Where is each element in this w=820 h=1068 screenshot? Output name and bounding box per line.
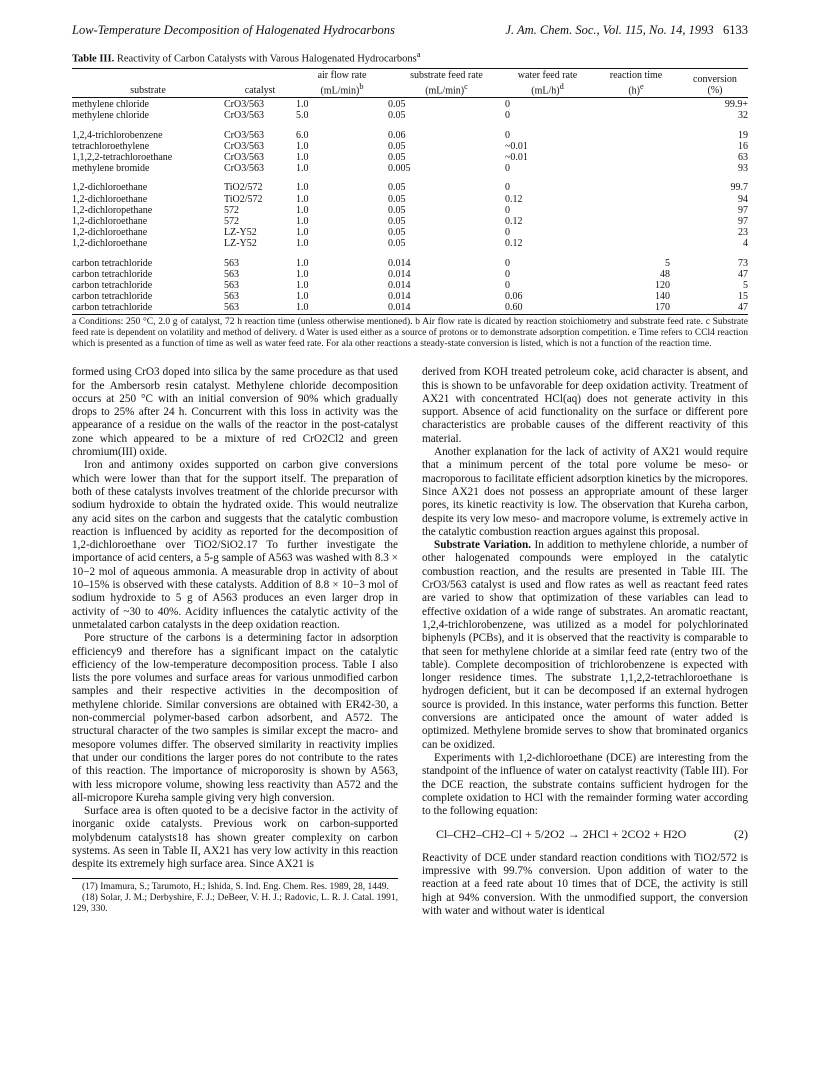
table-cell: 15: [738, 291, 748, 303]
table-cell: 1,2-dichloropethane: [72, 204, 153, 216]
page-number: 6133: [723, 23, 748, 37]
paragraph: formed using CrO3 doped into silica by the same procedure as that used for the Ambersorb resin catalyst. Methylene chloride decomposition occurs at 250 °C with an initial conversion of 90% which gradually drops to 25% after 24 h. Concurrent with this loss in activity was the appearance of a residue on the walls of the reactor in the post-catalyst zone which appeared to be a mixture of red CrO2Cl2 and green chromium(III) oxide.: [72, 366, 398, 459]
table-row: [72, 280, 748, 291]
table-cell: 1.0: [296, 257, 309, 269]
table-cell: 97: [738, 204, 748, 216]
table-row: [72, 194, 748, 205]
table-cell: 63: [738, 152, 748, 164]
table-cell: 1,2-dichloroethane: [72, 238, 148, 250]
table-cell: 48: [660, 268, 670, 280]
table-cell: 1.0: [296, 280, 309, 292]
table-row: [72, 216, 748, 227]
table-footnote: a Conditions: 250 °C, 2.0 g of catalyst, 72 h reaction time (unless otherwise mentioned). b Air flow rate is dicated by reaction stoichiometry and substrate feed rate. c Substrate feed rate is dependent on volatility and method of delivery. d Water is used either as a source of protons or to demonstrate adsorption competition. e Time refers to CCl4 reaction which is presented as a function of time as well as water feed rate. For ala other reactions a steady-state conversion is listed, which is not a function of the reaction time.: [72, 316, 748, 350]
table-cell: [590, 110, 682, 121]
table-cell: 73: [738, 257, 748, 269]
table-cell: LZ-Y52: [224, 227, 257, 239]
table-row: [72, 269, 748, 280]
table-cell: 0.05: [388, 140, 406, 152]
table-cell: 1.0: [296, 193, 309, 205]
paragraph: Iron and antimony oxides supported on carbon give conversions which were lower than that for the support itself. The preparation of both of these catalysts involves treatment of the chloride precursor with sodium hydroxide to obtain the hydrated oxide. This would neutralize any acid sites on the carbon and suggests that the catalytic combustion reaction is influenced by acidity as reported for the decomposition of 1,2-dichloroethane over TiO2/SiO2.17 To further investigate the importance of acid centers, a 5-g sample of A563 was washed with 8.3 × 10−2 mol of aqueous ammonia. A measurable drop in activity of about 10–15% is observed with these catalysts. Addition of 8.8 × 10−3 mol of sodium hydroxide to 5 g of A563 produces an even larger drop in activity of ~30 to 40%. Acidity influences the catalytic activity of the unmetalated carbon catalysts in the deep oxidation reaction.: [72, 459, 398, 631]
table-row: [72, 291, 748, 302]
table-cell: [590, 122, 682, 141]
table-cell: 0.005: [388, 163, 411, 175]
table-row: [72, 174, 748, 193]
table-cell: 0.05: [388, 193, 406, 205]
table-cell: 0: [505, 280, 510, 292]
table-cell: 0: [505, 110, 510, 122]
table-row: [72, 205, 748, 216]
table-cell: 0.014: [388, 291, 411, 303]
table-cell: 1,2-dichloroethane: [72, 182, 148, 194]
table-cell: 1,1,2,2-tetrachloroethane: [72, 152, 173, 164]
section-heading: Substrate Variation.: [434, 539, 532, 552]
table-cell: 0.014: [388, 280, 411, 292]
column-header: catalyst: [224, 68, 296, 98]
table-cell: [590, 194, 682, 205]
table-cell: 0.12: [505, 216, 523, 228]
table-cell: 0.60: [505, 302, 523, 314]
table-cell: 0.06: [505, 291, 523, 303]
table-cell: 170: [655, 302, 670, 314]
table-cell: 1.0: [296, 140, 309, 152]
table-row: [72, 122, 748, 141]
table-cell: 47: [738, 302, 748, 314]
table-cell: 120: [655, 280, 670, 292]
table-cell: 1.0: [296, 302, 309, 314]
table-cell: 0.014: [388, 302, 411, 314]
table-cell: TiO2/572: [224, 193, 263, 205]
table-row: [72, 141, 748, 152]
table-cell: 16: [738, 140, 748, 152]
table-cell: LZ-Y52: [224, 238, 257, 250]
table-cell: CrO3/563: [224, 99, 264, 111]
body-columns: [72, 366, 748, 918]
table-cell: 93: [738, 163, 748, 175]
table-cell: 94: [738, 193, 748, 205]
table-cell: 0: [505, 182, 510, 194]
table-cell: 0.05: [388, 110, 406, 122]
paragraph: Another explanation for the lack of activity of AX21 would require that a minimum percent of the total pore volume be meso- or macroporous to facilitate efficient adsorption kinetics by the micropores. Since AX21 does not possess an appropriate amount of these larger pores, its kinetic reactivity is low. The observation that Kureha carbon, despite its very low meso- and macropore volume, is extremely active in the catalytic combustion reaction argues against this proposal.: [422, 446, 748, 538]
table-cell: [590, 227, 682, 238]
table-cell: 572: [224, 204, 239, 216]
table-cell: carbon tetrachloride: [72, 257, 153, 269]
paragraph: Pore structure of the carbons is a determining factor in adsorption efficiency9 and therefore has a significant impact on the catalytic efficiency of the low-temperature decomposition process. Table I also lists the pore volumes and surface areas for various unmodified carbon samples and their respective activities in the decomposition of methylene chloride. Similar conversions are obtained with ER42-30, a non-commercial polymer-based carbon adsorbent, and A572. The structural character of the two samples is similar except the macro- and mesopore volumes differ. The observed similarity in reactivity implies that under our conditions the larger pores do not contribute to the rates of this reaction. The importance of microporosity is shown by A563, with less micropore volume, showing less reactivity than A572 and the all-micropore Kureha sample giving very high conversion.: [72, 632, 398, 804]
table-cell: 0.05: [388, 152, 406, 164]
table-row: [72, 302, 748, 314]
table-cell: 1,2-dichloroethane: [72, 216, 148, 228]
table-cell: TiO2/572: [224, 182, 263, 194]
table-cell: 0: [505, 129, 510, 141]
table-cell: 0.05: [388, 99, 406, 111]
table-cell: [590, 238, 682, 249]
table-cell: 19: [738, 129, 748, 141]
table-cell: 99.7: [730, 182, 748, 194]
equation-text: Cl–CH2–CH2–Cl + 5/2O2 → 2HCl + 2CO2 + H2O: [436, 827, 687, 842]
table-cell: 0.05: [388, 238, 406, 250]
table-cell: 140: [655, 291, 670, 303]
table-cell: CrO3/563: [224, 152, 264, 164]
table-row: [72, 250, 748, 269]
table-cell: 0.12: [505, 238, 523, 250]
table-cell: 6.0: [296, 129, 309, 141]
table-cell: [590, 152, 682, 163]
column-header: substrate feed rate $(mL/\min)^c$: [388, 68, 505, 98]
reactivity-table: [72, 68, 748, 315]
table-cell: 23: [738, 227, 748, 239]
paragraph: derived from KOH treated petroleum coke, acid character is absent, and this is shown to be unfavorable for deep oxidation activity. Treatment of AX21 with concentrated HCl(aq) does not generate activity in this support. Absence of acid functionality on the surface or different pore characteristics are probable causes of the different reactivity of this material.: [422, 366, 748, 445]
table-cell: 5: [743, 280, 748, 292]
table-cell: 0.05: [388, 216, 406, 228]
column-header: reaction time $(h)^e$: [590, 68, 682, 98]
paragraph: Surface area is often quoted to be a decisive factor in the activity of inorganic oxide catalysts. Previous work on carbon-supported molybdenum catalysts18 has shown greater complexity on carbon systems. As seen in Table II, AX21 has very low activity in this reaction despite its extremely high surface area. Since AX21 is: [72, 805, 398, 871]
table-cell: methylene bromide: [72, 163, 150, 175]
table-cell: 563: [224, 291, 239, 303]
table-cell: 1.0: [296, 238, 309, 250]
table-cell: 1.0: [296, 152, 309, 164]
table-cell: [590, 205, 682, 216]
table-row: [72, 238, 748, 249]
references: [72, 878, 398, 916]
table-cell: ~0.01: [505, 152, 528, 164]
table-cell: 1.0: [296, 291, 309, 303]
running-title: Low-Temperature Decomposition of Halogenated Hydrocarbons: [72, 23, 395, 37]
paragraph: Reactivity of DCE under standard reaction conditions with TiO2/572 is impressive with 99.7% conversion. Upon addition of water to the reaction at a feed rate about 10 times that of DCE, the activity is still high at 94% conversion. With the unmodified support, the conversion with water and without water is identical: [422, 851, 748, 917]
table-row: [72, 163, 748, 174]
table-cell: 1,2-dichloroethane: [72, 193, 148, 205]
paragraph: Experiments with 1,2-dichloroethane (DCE) are interesting from the standpoint of the influence of water on catalyst reactivity (Table III). For the DCE reaction, the substrate contains sufficient hydrogen for the complete oxidation to HCl with the remainder forming water according to the following equation:: [422, 751, 748, 818]
table-cell: 1,2,4-trichlorobenzene: [72, 129, 163, 141]
table-caption: [72, 48, 748, 66]
table-cell: 1.0: [296, 99, 309, 111]
table-cell: 0.014: [388, 257, 411, 269]
table-cell: CrO3/563: [224, 110, 264, 122]
table-cell: 0: [505, 227, 510, 239]
column-header: air flow rate $(mL/\min)^b$: [296, 68, 388, 98]
table-row: [72, 152, 748, 163]
table-cell: [590, 98, 682, 111]
table-caption-text: Reactivity of Carbon Catalysts with Varous Halogenated Hydrocarbons: [116, 53, 417, 65]
table-cell: carbon tetrachloride: [72, 302, 153, 314]
column-header: water feed rate $(mL/h)^d$: [505, 68, 590, 98]
equation-number: (2): [734, 827, 748, 842]
table-cell: carbon tetrachloride: [72, 268, 153, 280]
paragraph-text: In addition to methylene chloride, a number of other halogenated compounds were employed in the catalytic combustion reaction, and the results are presented in Table III. The CrO3/563 catalyst is used and flow rates as well as reactant feed rates are varied to show that optimization of these variables can lead to effective oxidation of a wide range of substrates. An aromatic reactant, 1,2,4-trichlorobenzene, was utilized as a model for polychlorinated biphenyls (PCBs), and it is observed that the reactivity is comparable to that seen for methylene chloride at a similar feed rate (entry two of the table). Complete decomposition of trichlorobenzene is expected with longer residence times. The substrate 1,1,2,2-tetrachloroethane is hydrogen deficient, but it can be decomposed if an external hydrogen source is provided. In this instance, water performs this function. Better conversions are anticipated once the amount of water added is optimized. Methylene bromide serves to show that brominated organics can be oxidized.: [422, 539, 749, 751]
table-cell: 0: [505, 204, 510, 216]
table-cell: 563: [224, 257, 239, 269]
equation: [422, 828, 748, 841]
table-cell: 5.0: [296, 110, 309, 122]
column-header: conversion (%): [682, 68, 748, 98]
journal-page: [72, 22, 748, 918]
table-cell: 0.014: [388, 268, 411, 280]
table-cell: 0: [505, 257, 510, 269]
table-cell: 1.0: [296, 227, 309, 239]
left-column: [72, 366, 398, 918]
right-column: [422, 366, 748, 918]
table-cell: 47: [738, 268, 748, 280]
table-cell: 1,2-dichloroethane: [72, 227, 148, 239]
running-head: [72, 22, 748, 38]
table-cell: 0: [505, 163, 510, 175]
table-cell: 0.12: [505, 193, 523, 205]
table-header-row: [72, 68, 748, 98]
table-cell: 572: [224, 216, 239, 228]
table-cell: 0.05: [388, 182, 406, 194]
table-cell: [590, 163, 682, 174]
table-cell: 0.05: [388, 227, 406, 239]
table-cell: 5: [665, 257, 670, 269]
table-body: [72, 98, 748, 314]
table-cell: methylene chloride: [72, 99, 149, 111]
column-header: substrate: [72, 68, 224, 98]
table-cell: 97: [738, 216, 748, 228]
table-cell: 0: [505, 99, 510, 111]
table-label: Table III.: [72, 53, 115, 65]
table-cell: 1.0: [296, 163, 309, 175]
table-cell: CrO3/563: [224, 163, 264, 175]
table-row: [72, 227, 748, 238]
table-cell: [590, 174, 682, 193]
table-row: [72, 110, 748, 121]
table-cell: 1.0: [296, 204, 309, 216]
table-cell: 4: [743, 238, 748, 250]
table-cell: 563: [224, 268, 239, 280]
table-cell: 563: [224, 302, 239, 314]
table-cell: 0: [505, 268, 510, 280]
table-cell: 1.0: [296, 182, 309, 194]
reference: (18) Solar, J. M.; Derbyshire, F. J.; DeBeer, V. H. J.; Radovic, L. R. J. Catal. 1991, 129, 330.: [72, 892, 398, 914]
table-cell: CrO3/563: [224, 140, 264, 152]
paragraph: [422, 539, 748, 752]
table-cell: 1.0: [296, 268, 309, 280]
table-cell: 0.05: [388, 204, 406, 216]
table-cell: tetrachloroethylene: [72, 140, 150, 152]
journal-name: J. Am. Chem. Soc., Vol. 115, No. 14, 1993: [505, 23, 714, 37]
reference: (17) Imamura, S.; Tarumoto, H.; Ishida, S. Ind. Eng. Chem. Res. 1989, 28, 1449.: [82, 881, 389, 892]
table-cell: [590, 141, 682, 152]
table-caption-note: a: [416, 49, 421, 59]
table-cell: 1.0: [296, 216, 309, 228]
table-cell: methylene chloride: [72, 110, 149, 122]
table-cell: 32: [738, 110, 748, 122]
table-cell: ~0.01: [505, 140, 528, 152]
table-row: [72, 98, 748, 111]
table-cell: carbon tetrachloride: [72, 291, 153, 303]
table-cell: 0.06: [388, 129, 406, 141]
table-cell: 563: [224, 280, 239, 292]
journal-citation: [505, 22, 748, 38]
table-cell: [590, 216, 682, 227]
table-cell: carbon tetrachloride: [72, 280, 153, 292]
table-cell: CrO3/563: [224, 129, 264, 141]
table-cell: 99.9+: [724, 99, 748, 111]
